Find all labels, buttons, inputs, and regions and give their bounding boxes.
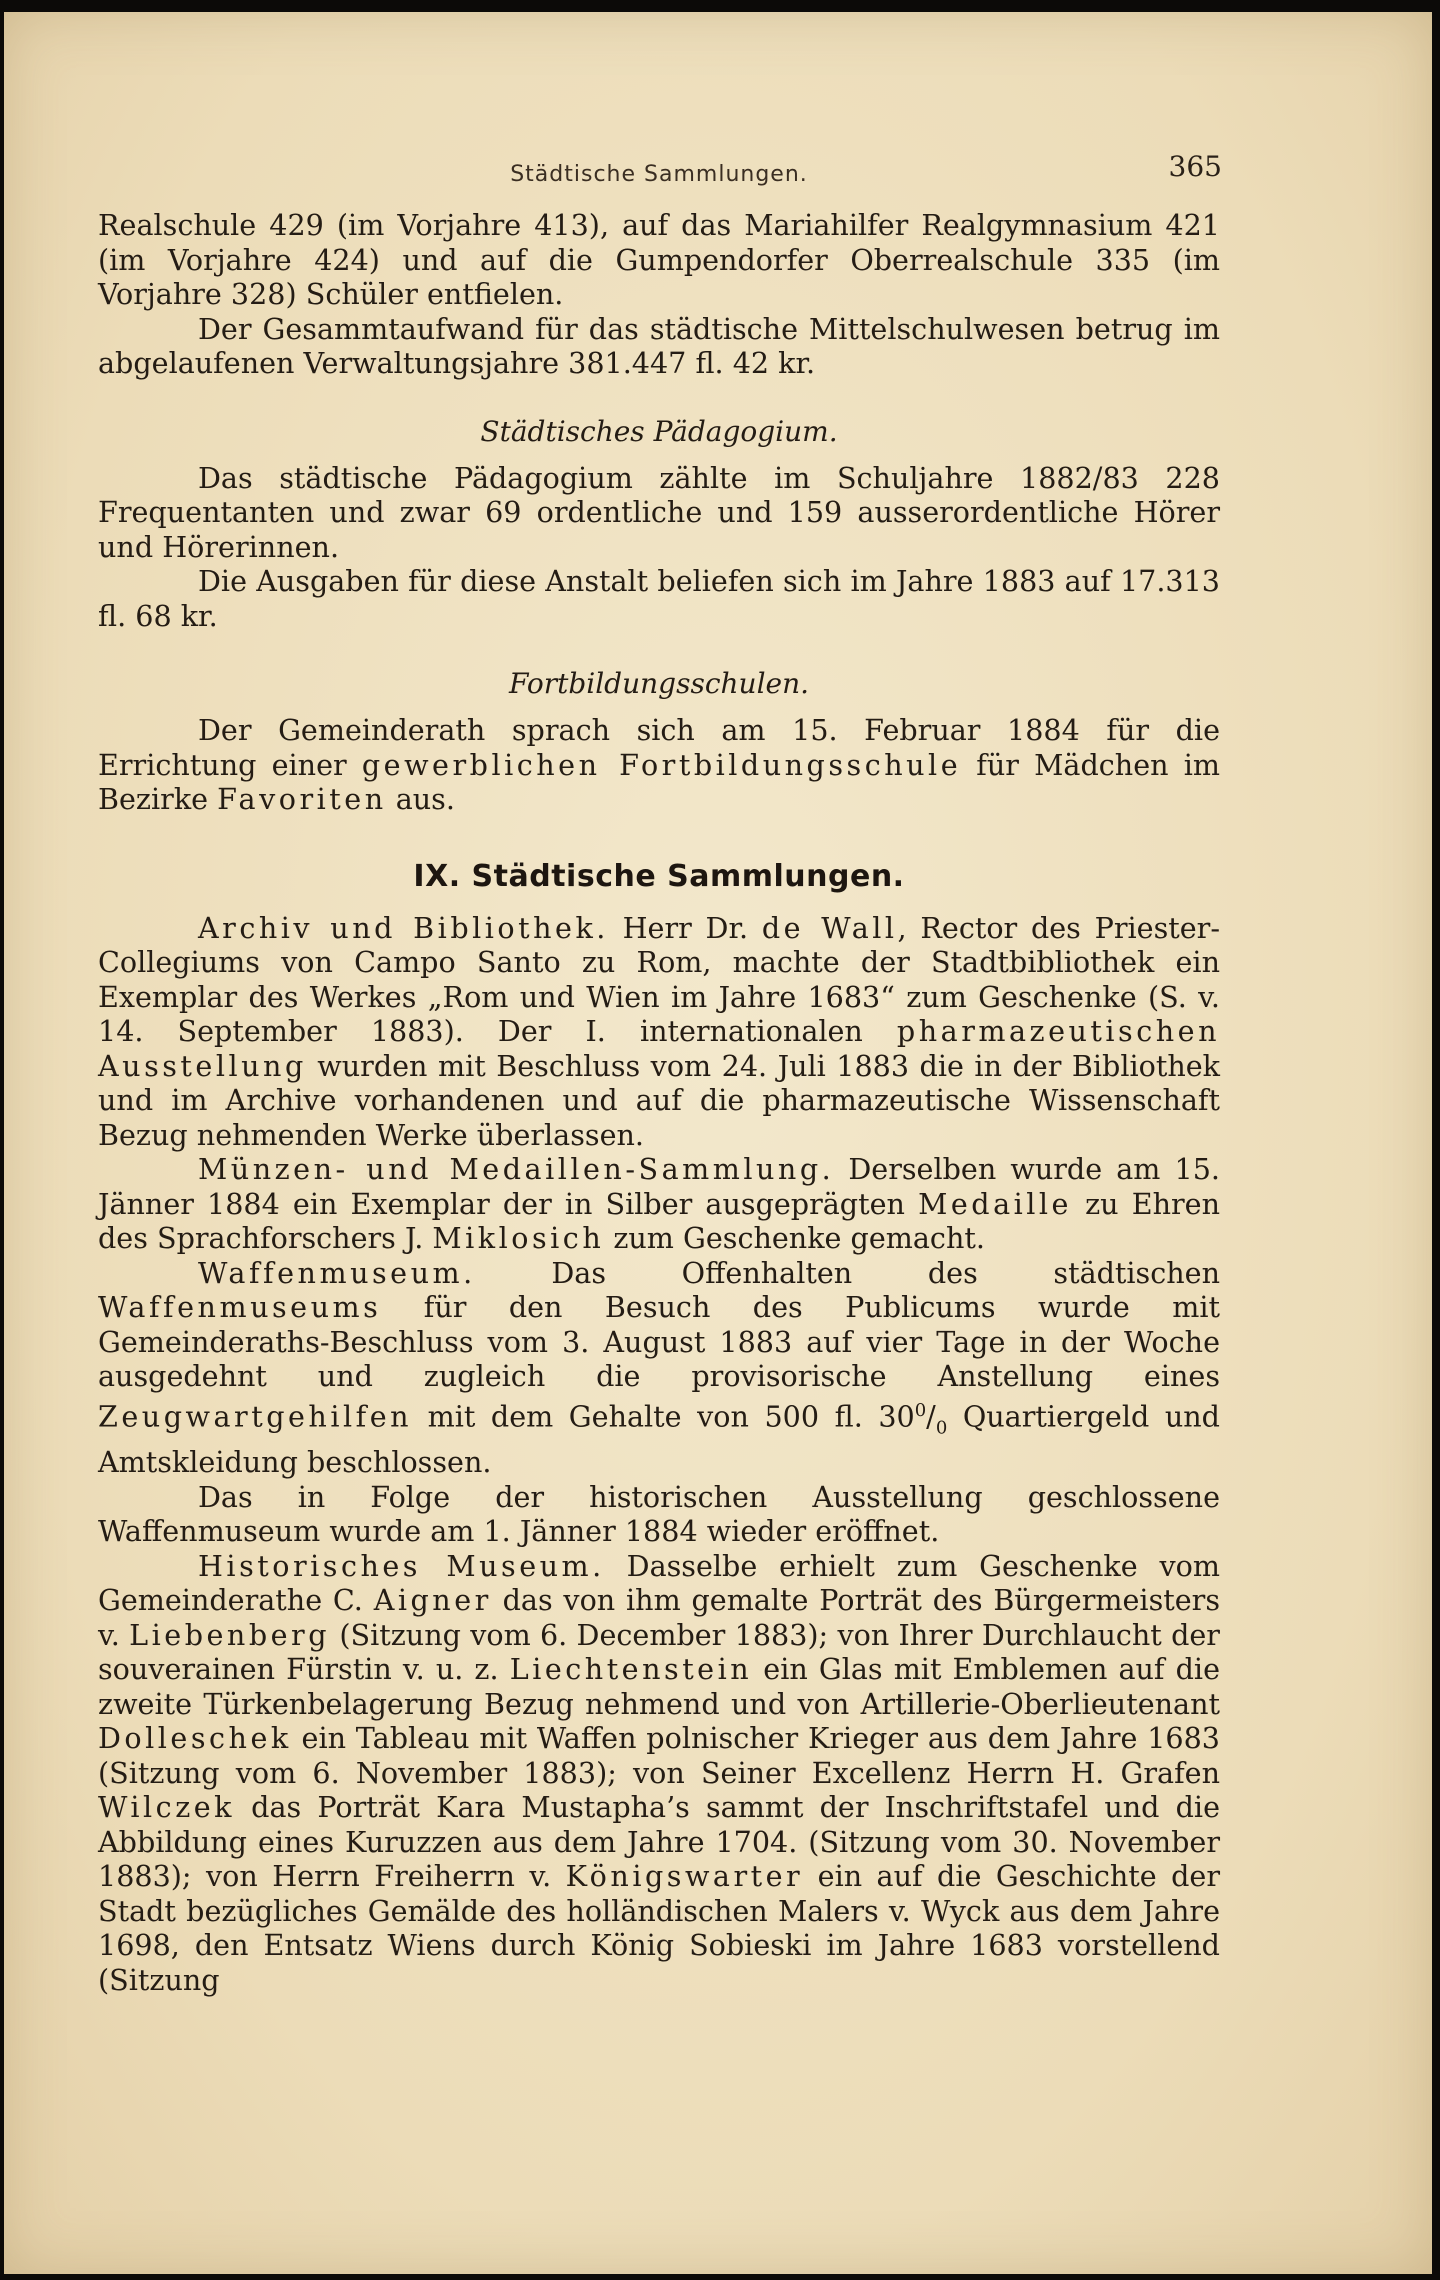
spaced-text: Wilczek (98, 1790, 236, 1825)
paragraph-archiv-bibliothek (98, 911, 1220, 1153)
text-run: (Sitzung vom 6. December 1883); von Ihrer Durchlaucht der souverainen Fürstin v. u. z. (98, 1617, 1220, 1687)
section-term: Waffenmuseum. (198, 1255, 476, 1290)
paragraph-paedagogium: Das städtische Pädagogium zählte im Schuljahre 1882/83 228 Frequentanten und zwar 69 ordentliche und 159 ausserordentliche Hörer und Hörerinnen. (98, 460, 1220, 564)
page-content (98, 148, 1220, 1997)
text-run: das Porträt Kara Mustapha’s sammt der Inschriftstafel und die Abbildung eines Kuruzzen aus dem Jahre 1704. (Sitzung vom 30. November 1883); von Herrn Freiherrn v. (98, 1790, 1220, 1894)
text-run: Herr Dr. (608, 910, 762, 945)
section-term: Münzen- und Medaillen-Sammlung. (198, 1152, 835, 1186)
section-term: Historisches Museum. (198, 1548, 605, 1583)
paragraph-historisches-museum (98, 1549, 1220, 1998)
paragraph-muenzen (98, 1152, 1220, 1256)
running-header (98, 148, 1220, 208)
spaced-text: Königswarter (565, 1859, 804, 1894)
spaced-text: Zeugwartgehilfen (98, 1399, 413, 1434)
section-term: Archiv und Bibliothek. (198, 910, 609, 945)
heading-staedtische-sammlungen: IX. Städtische Sammlungen. (413, 858, 905, 894)
text-run: für den Besuch des Publicums wurde mit Gemeinderaths-Beschluss vom 3. August 1883 auf vier Tage in der Woche ausgedehnt und zugleich die provisorische Anstellung eines (98, 1290, 1220, 1393)
spaced-text: Dolleschek (98, 1721, 292, 1756)
spaced-text: Aigner (373, 1583, 492, 1618)
text-run: für Mädchen im Bezirke (98, 747, 1220, 816)
percent-superscript: 0 (914, 1399, 927, 1421)
paragraph-ausgaben: Die Ausgaben für diese Anstalt beliefen sich im Jahre 1883 auf 17.313 fl. 68 kr. (98, 564, 1220, 633)
text-run: zum Geschenke gemacht. (604, 1221, 985, 1255)
paragraph-realschule: Realschule 429 (im Vorjahre 413), auf das Mariahilfer Realgymnasium 421 (im Vorjahre 424) und auf die Gumpendorfer Oberrealschule 335 (im Vorjahre 328) Schüler entfielen. (98, 208, 1220, 311)
spaced-text: gewerblichen Fortbildungsschule (361, 747, 962, 782)
running-title: Städtische Sammlungen. (510, 162, 808, 187)
text-run: zu Ehren des Sprachforschers J. (98, 1186, 1220, 1255)
text-run: Quartiergeld und Amtskleidung beschlossen. (98, 1399, 1220, 1480)
spaced-text: Liebenberg (129, 1617, 331, 1652)
text-run: mit dem Gehalte von 500 fl. 30 (412, 1399, 915, 1434)
text-run: ein Tableau mit Waffen polnischer Krieger aus dem Jahre 1683 (Sitzung vom 6. November 1883); von Seiner Excellenz Herrn H. Grafen (98, 1721, 1220, 1790)
spaced-text: Favoriten (217, 782, 387, 816)
spaced-text: Miklosich (432, 1221, 605, 1255)
text-run: wurden mit Beschluss vom 24. Juli 1883 die in der Bibliothek und im Archive vorhandenen und auf die pharmazeutische Wissenschaft Bezug nehmenden Werke überlassen. (98, 1048, 1220, 1152)
text-run: das von ihm gemalte Porträt des Bürgermeisters v. (98, 1583, 1220, 1652)
paragraph-gesammtaufwand: Der Gesammtaufwand für das städtische Mittelschulwesen betrug im abgelaufenen Verwaltungsjahre 381.447 fl. 42 kr. (98, 311, 1220, 380)
text-run: , Rector des Priester-Collegiums von Campo Santo zu Rom, machte der Stadtbibliothek ein Exemplar des Werkes „Rom und Wien im Jahre 1683“ zum Geschenke (S. v. 14. September 1883). Der I. internationalen (98, 910, 1220, 1048)
text-run: Dasselbe erhielt zum Geschenke vom Gemeinderathe C. (98, 1548, 1220, 1618)
page-number: 365 (1168, 150, 1222, 183)
spaced-text: Waffenmuseums (98, 1290, 382, 1324)
spaced-text: pharmazeutischen Ausstellung (98, 1014, 1220, 1083)
text-run: Der Gemeinderath sprach sich am 15. Februar 1884 für die Errichtung einer (98, 713, 1220, 782)
spaced-text: Liechtenstein (509, 1652, 753, 1687)
percent-slash: / (926, 1399, 936, 1434)
percent-subscript: 0 (935, 1416, 948, 1438)
text-run: Das Offenhalten des städtischen (475, 1255, 1220, 1290)
spaced-text: de Wall (761, 910, 898, 945)
scanned-page (4, 12, 1432, 2274)
spaced-text: Medaille (918, 1186, 1072, 1221)
heading-fortbildungsschulen: Fortbildungsschulen. (508, 667, 810, 700)
heading-paedagogium: Städtisches Pädagogium. (480, 414, 838, 448)
text-run: Derselben wurde am 15. Jänner 1884 ein Exemplar der in Silber ausgeprägten (98, 1152, 1220, 1221)
text-run: ein auf die Geschichte der Stadt bezügliches Gemälde des holländischen Malers v. Wyck aus dem Jahre 1698, den Entsatz Wiens durch König Sobieski im Jahre 1683 vorstellend (Sitzung (98, 1859, 1220, 1997)
text-run: aus. (386, 782, 455, 816)
paragraph-waffenmuseum-eroeffnet: Das in Folge der historischen Ausstellung geschlossene Waffenmuseum wurde am 1. Jänner 1884 wieder eröffnet. (98, 1479, 1220, 1549)
paragraph-waffenmuseum (98, 1256, 1220, 1480)
text-run: ein Glas mit Emblemen auf die zweite Türkenbelagerung Bezug nehmend und von Artillerie-Oberlieutenant (98, 1652, 1220, 1721)
paragraph-gemeinderath (98, 713, 1220, 817)
